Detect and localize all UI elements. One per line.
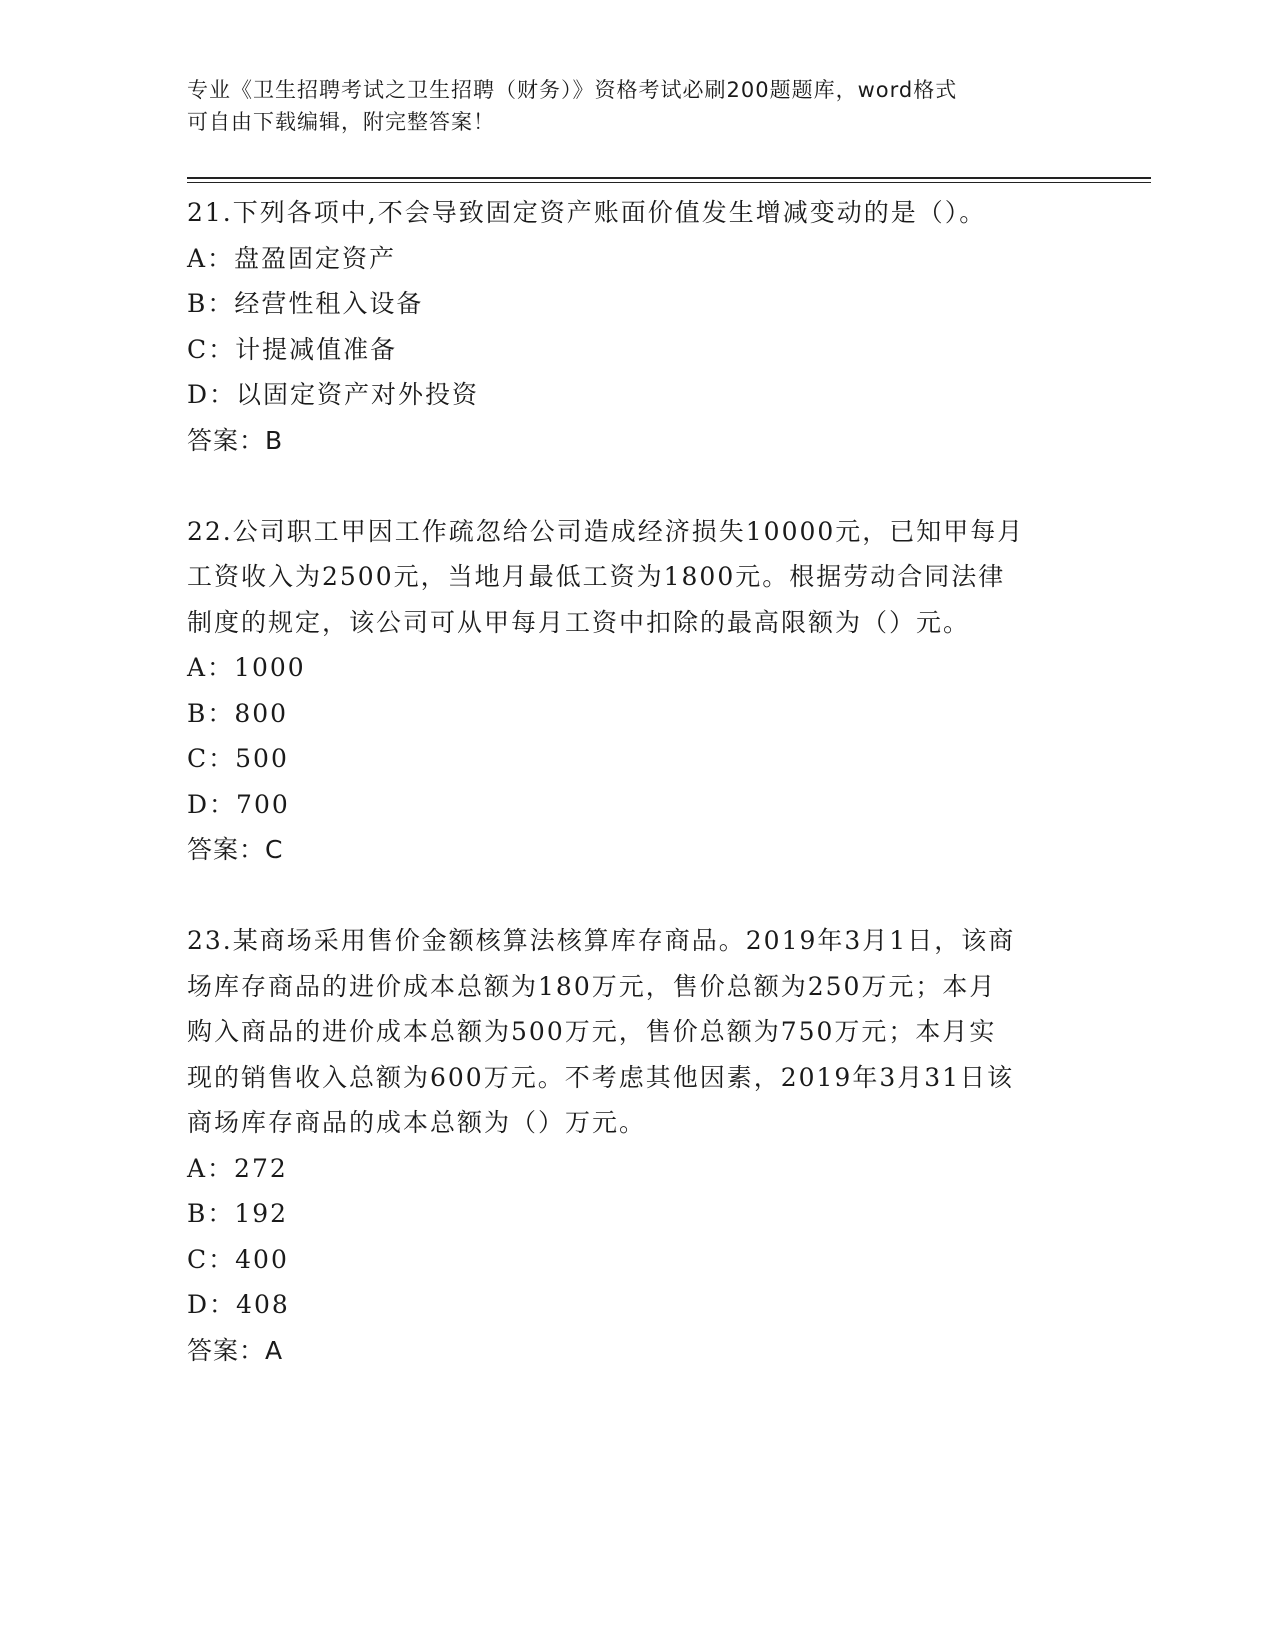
option-c: C：500 bbox=[187, 744, 289, 773]
question-text-line: 购入商品的进价成本总额为500万元，售价总额为750万元；本月实 bbox=[187, 1017, 997, 1046]
question-list bbox=[187, 190, 1087, 1373]
option-d: D：408 bbox=[187, 1290, 290, 1319]
option-a: A：1000 bbox=[187, 653, 306, 682]
question-21 bbox=[187, 190, 1087, 463]
answer-22: 答案：C bbox=[187, 835, 284, 864]
option-b: B：800 bbox=[187, 698, 289, 728]
answer-21: 答案：B bbox=[187, 425, 284, 455]
question-text-line: 制度的规定，该公司可从甲每月工资中扣除的最高限额为（）元。 bbox=[187, 607, 971, 637]
document-header bbox=[187, 74, 1087, 138]
question-text-line: 22.公司职工甲因工作疏忽给公司造成经济损失10000元，已知甲每月 bbox=[187, 516, 1025, 546]
question-text-line: 23.某商场采用售价金额核算法核算库存商品。2019年3月1日，该商 bbox=[187, 926, 1016, 955]
spacer bbox=[187, 463, 1087, 509]
question-23 bbox=[187, 918, 1087, 1373]
spacer bbox=[187, 873, 1087, 919]
option-b: B：经营性租入设备 bbox=[187, 289, 424, 318]
header-divider-thin bbox=[187, 182, 1151, 183]
header-line-2: 可自由下载编辑，附完整答案！ bbox=[187, 110, 495, 134]
question-text-line: 场库存商品的进价成本总额为180万元，售价总额为250万元；本月 bbox=[187, 971, 997, 1001]
header-line-1: 专业《卫生招聘考试之卫生招聘（财务）》资格考试必刷200题题库，word格式 bbox=[187, 78, 958, 102]
header-divider-thick bbox=[187, 177, 1151, 179]
answer-23: 答案：A bbox=[187, 1335, 284, 1365]
option-c: C：400 bbox=[187, 1244, 289, 1274]
option-c: C：计提减值准备 bbox=[187, 334, 398, 364]
question-22 bbox=[187, 509, 1087, 873]
option-a: A：盘盈固定资产 bbox=[187, 243, 397, 273]
option-d: D：以固定资产对外投资 bbox=[187, 380, 480, 409]
question-text-line: 现的销售收入总额为600万元。不考虑其他因素，2019年3月31日该 bbox=[187, 1062, 1015, 1092]
option-a: A：272 bbox=[187, 1153, 288, 1183]
option-d: D：700 bbox=[187, 789, 290, 819]
question-text-line: 商场库存商品的成本总额为（）万元。 bbox=[187, 1108, 647, 1137]
option-b: B：192 bbox=[187, 1199, 289, 1228]
question-text-line: 工资收入为2500元，当地月最低工资为1800元。根据劳动合同法律 bbox=[187, 562, 1006, 591]
question-text-line: 21.下列各项中,不会导致固定资产账面价值发生增减变动的是（）。 bbox=[187, 198, 987, 227]
